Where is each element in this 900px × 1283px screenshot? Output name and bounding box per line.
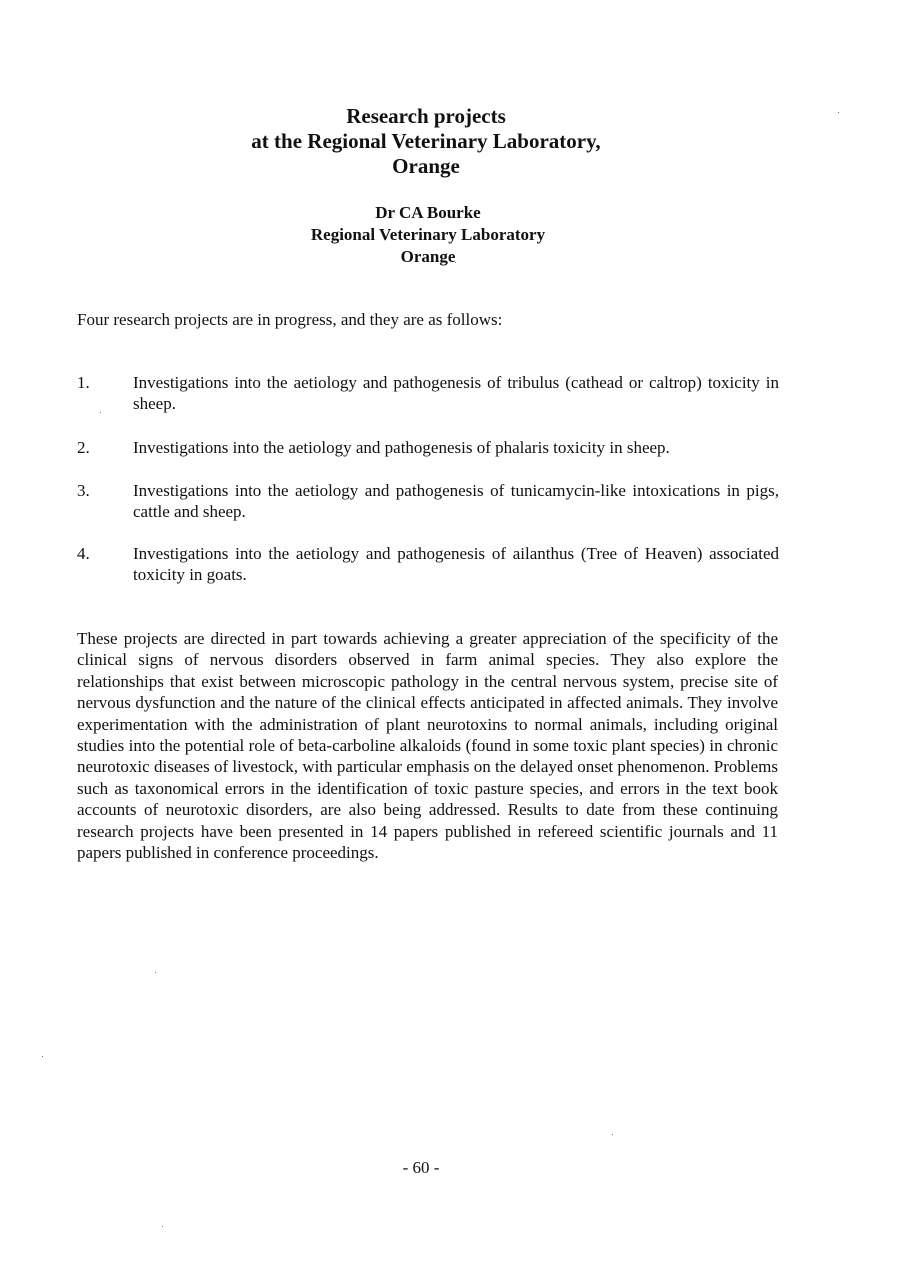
project-number: 2.	[77, 438, 90, 457]
author-block	[0, 202, 856, 268]
project-number: 3.	[77, 481, 90, 500]
project-item	[77, 480, 779, 522]
scan-speck	[42, 1056, 43, 1057]
author-name: Dr CA Bourke	[375, 203, 481, 222]
author-location: Orange	[400, 247, 456, 266]
scan-speck	[612, 1134, 613, 1135]
document-title	[0, 104, 852, 179]
project-item	[77, 372, 779, 414]
title-line-3: Orange	[392, 154, 460, 178]
scan-speck	[455, 262, 456, 263]
summary-paragraph: These projects are directed in part towards achieving a greater appreciation of the specificity of the clinical signs of nervous disorders observed in farm animal species. They also explore the relationships that exist between microscopic pathology in the central nervous system, precise site of nervous dysfunction and the nature of the clinical effects anticipated in affected animals. They involve experimentation with the administration of plant neurotoxins to normal animals, including original studies into the potential role of beta-carboline alkaloids (found in some toxic plant species) in chronic neurotoxic diseases of livestock, with particular emphasis on the delayed onset phenomenon. Problems such as taxonomical errors in the identification of toxic pasture species, and errors in the text book accounts of neurotoxic disorders, are also being addressed. Results to date from these continuing research projects have been presented in 14 papers published in refereed scientific journals and 11 papers published in conference proceedings.	[77, 629, 778, 863]
project-text: Investigations into the aetiology and pathogenesis of phalaris toxicity in sheep.	[133, 438, 670, 457]
intro-paragraph: Four research projects are in progress, and they are as follows:	[77, 310, 503, 329]
title-line-1: Research projects	[346, 104, 506, 128]
title-line-2: at the Regional Veterinary Laboratory,	[251, 129, 601, 153]
page-number: - 60 -	[402, 1158, 440, 1177]
project-number: 1.	[77, 373, 90, 392]
project-item	[77, 543, 779, 585]
project-text: Investigations into the aetiology and pathogenesis of ailanthus (Tree of Heaven) associated toxicity in goats.	[133, 544, 779, 584]
project-item	[77, 437, 779, 458]
project-text: Investigations into the aetiology and pathogenesis of tribulus (cathead or caltrop) toxicity in sheep.	[133, 373, 779, 413]
scan-speck	[162, 1226, 163, 1227]
scan-speck	[838, 112, 839, 113]
scan-speck	[100, 412, 101, 413]
project-text: Investigations into the aetiology and pathogenesis of tunicamycin-like intoxications in pigs, cattle and sheep.	[133, 481, 779, 521]
author-affiliation: Regional Veterinary Laboratory	[310, 225, 546, 244]
scan-speck	[155, 972, 156, 973]
project-number: 4.	[77, 544, 90, 563]
